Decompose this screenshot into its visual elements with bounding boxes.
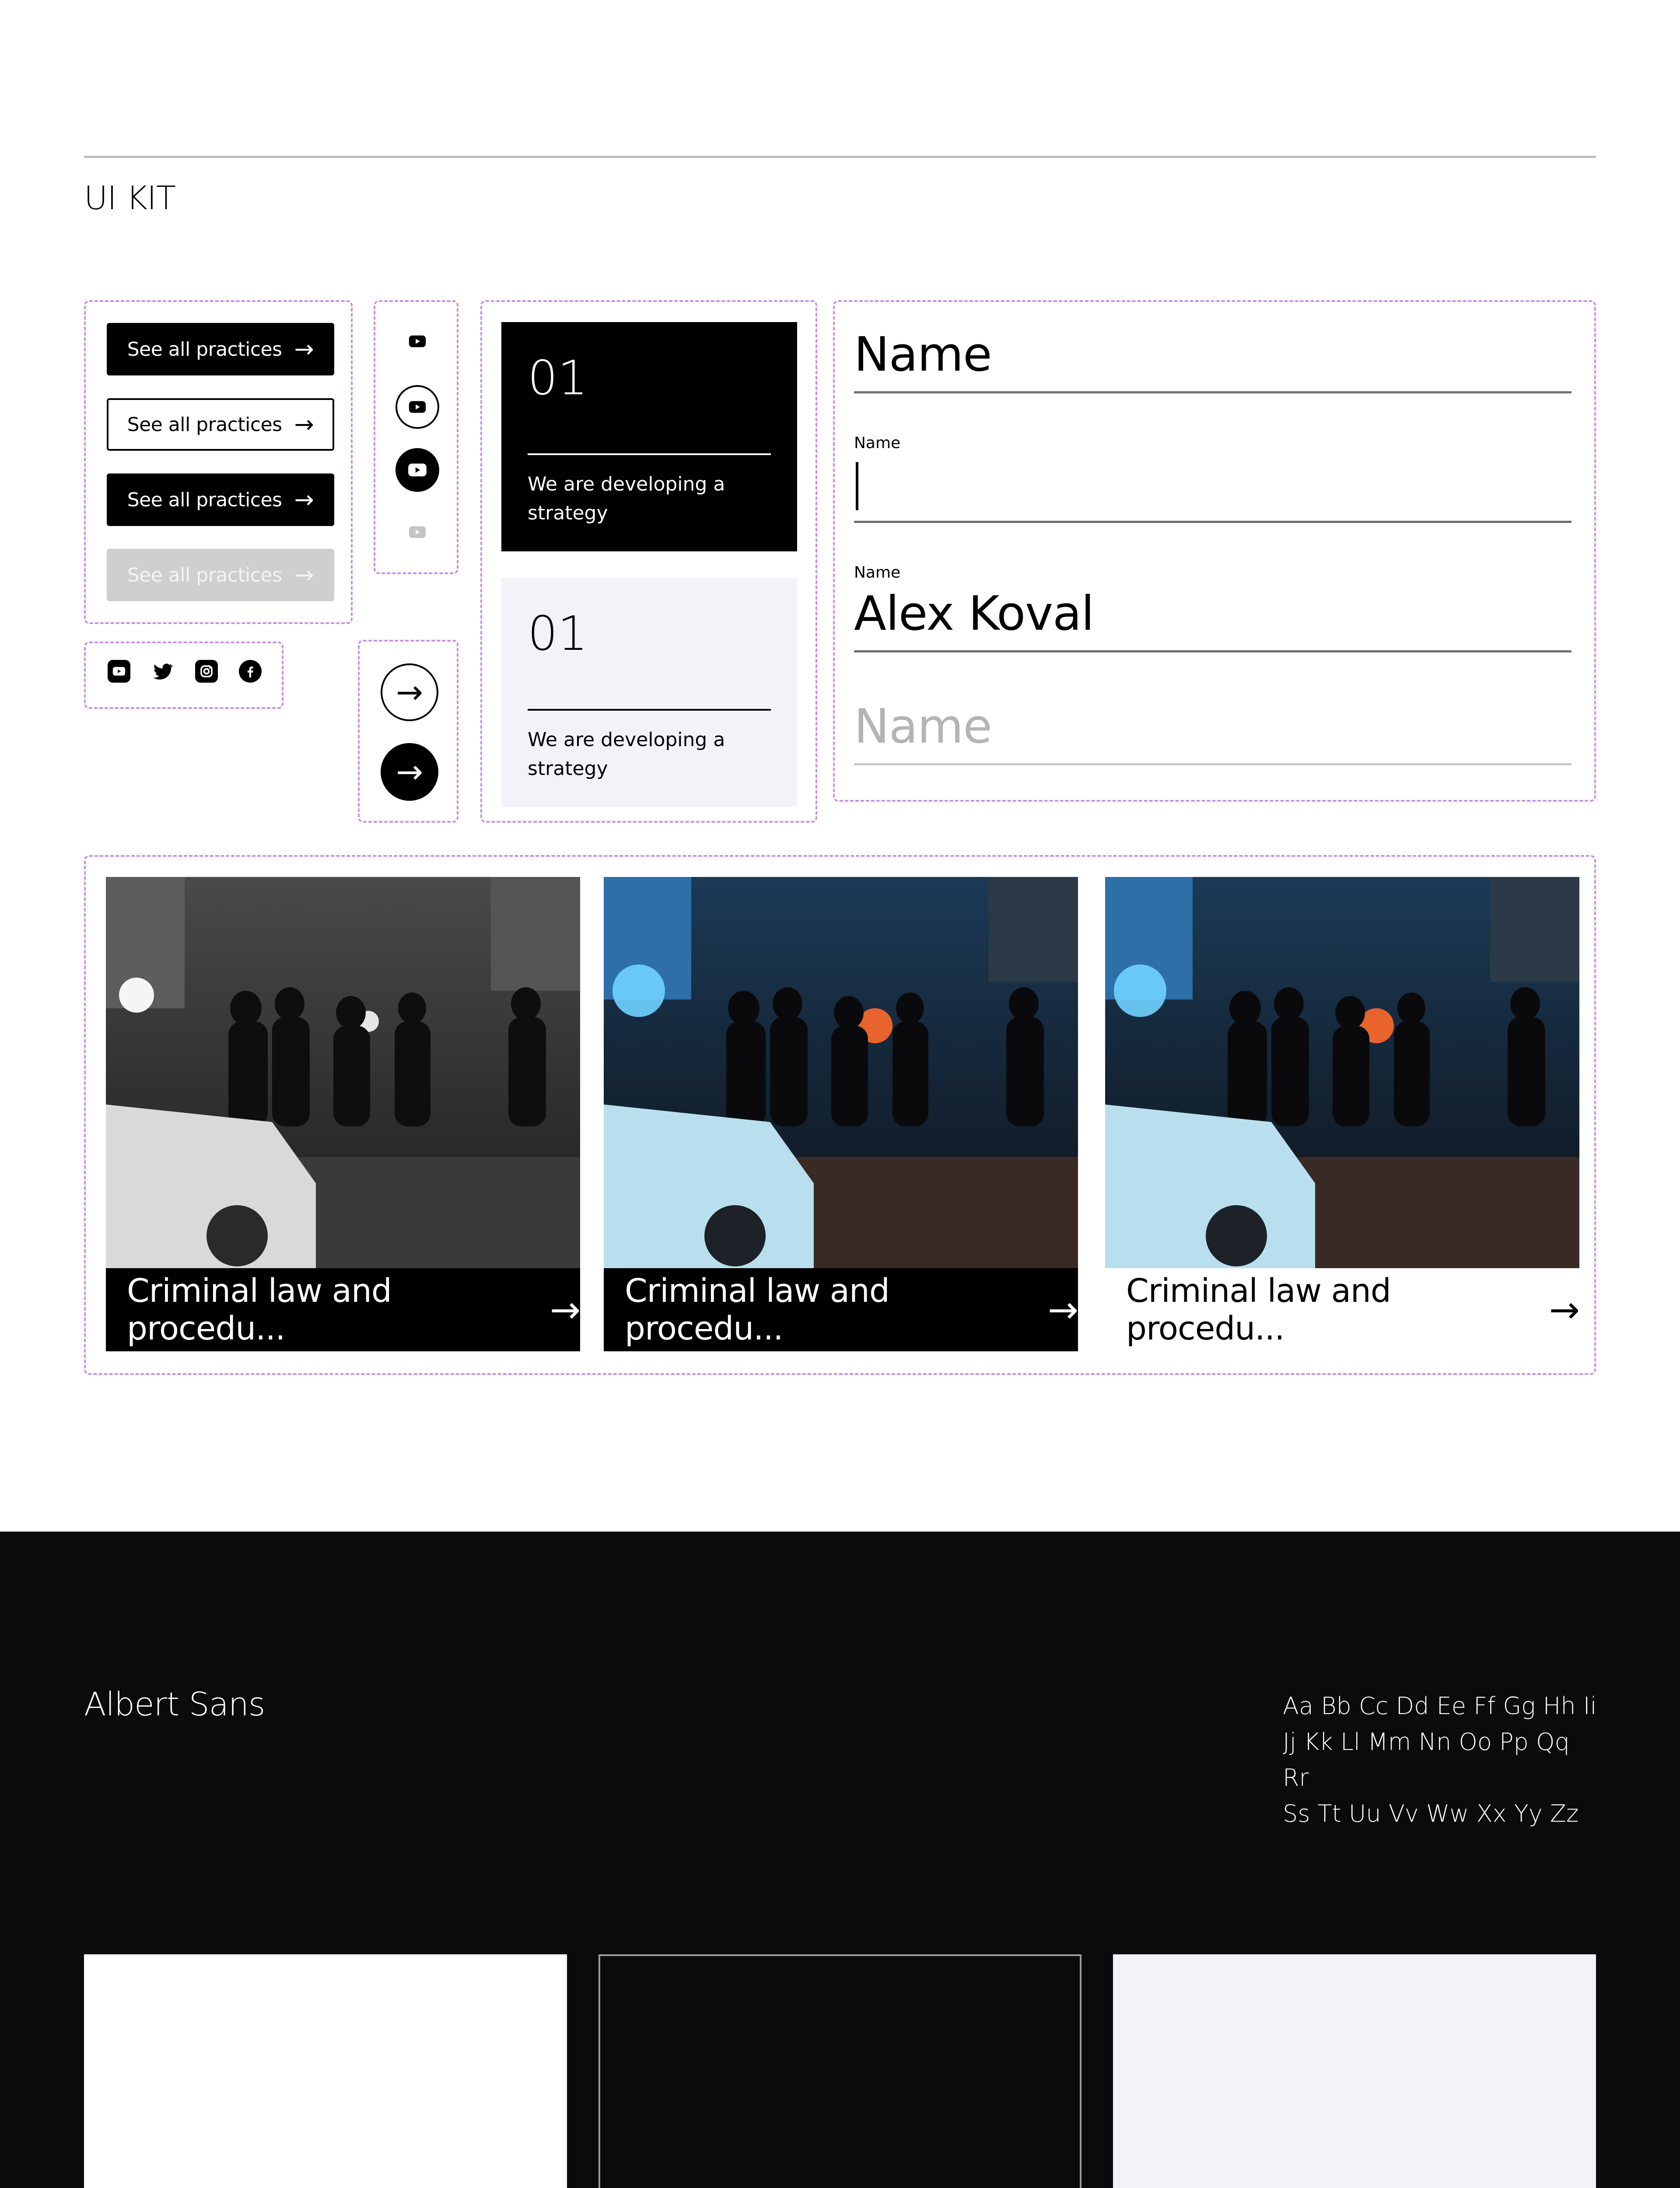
arrow-right-icon: → [294, 561, 314, 589]
page-title: UI KIT [84, 179, 176, 217]
see-all-practices-button[interactable] [107, 323, 334, 375]
instagram-icon[interactable] [195, 660, 218, 683]
practice-title: Criminal law and procedu... [625, 1272, 889, 1347]
field-underline [854, 763, 1572, 765]
form-fields-group [833, 300, 1596, 802]
icon-states-group [374, 300, 458, 574]
practice-photo-color [604, 877, 1078, 1268]
practice-card-color-dark[interactable] [604, 1268, 1078, 1351]
info-card-dark[interactable] [501, 322, 797, 551]
alphabet-line: Ss Tt Uu Vv Ww Xx Yy Zz [1283, 1800, 1579, 1827]
youtube-disabled-icon [406, 521, 429, 543]
arrow-right-icon: → [550, 1288, 580, 1331]
name-input-active[interactable] [854, 459, 1572, 516]
field-underline [854, 650, 1572, 652]
arrow-right-icon: → [294, 335, 314, 363]
arrow-right-icon: → [1047, 1288, 1078, 1331]
facebook-icon[interactable] [239, 660, 262, 683]
practice-title: Criminal law and procedu... [127, 1272, 392, 1347]
card-text: We are developing a strategy [528, 729, 725, 780]
color-swatch-light-gray [1113, 1954, 1596, 2188]
arrow-right-icon: → [396, 753, 423, 791]
font-family-name: Albert Sans [84, 1686, 265, 1723]
see-all-practices-hover-button[interactable] [107, 473, 334, 526]
see-all-practices-disabled-button [107, 549, 334, 601]
practice-photo-grayscale [106, 877, 580, 1268]
name-input-filled[interactable]: Alex Koval [854, 586, 1094, 641]
practice-photo-color [1105, 877, 1579, 1268]
youtube-filled-icon[interactable] [396, 448, 439, 492]
arrow-buttons-group [358, 640, 458, 823]
card-divider [528, 453, 771, 455]
practice-card-color-light[interactable] [1105, 1268, 1579, 1351]
card-divider [528, 709, 771, 711]
twitter-icon[interactable] [151, 660, 174, 683]
arrow-right-icon: → [396, 673, 423, 711]
arrow-right-outline-button[interactable] [381, 663, 438, 721]
card-number: 01 [528, 607, 588, 661]
card-number: 01 [528, 351, 588, 406]
color-swatch-white [84, 1954, 567, 2188]
arrow-right-icon: → [1549, 1288, 1579, 1331]
arrow-right-icon: → [294, 486, 314, 513]
cards-group [480, 300, 817, 823]
header-divider [84, 156, 1596, 158]
see-all-practices-outline-button[interactable] [107, 398, 334, 451]
button-label: See all practices [127, 338, 282, 361]
alphabet-line: Jj Kk Ll Mm Nn Oo Pp Qq Rr [1283, 1728, 1570, 1792]
name-field-placeholder[interactable]: Name [854, 327, 992, 382]
field-underline [854, 521, 1572, 523]
button-label: See all practices [127, 488, 282, 511]
alphabet-sample [1283, 1688, 1598, 1832]
youtube-outline-icon[interactable] [396, 385, 439, 429]
social-icons-group [84, 642, 284, 709]
alphabet-line: Aa Bb Cc Dd Ee Ff Gg Hh Ii [1283, 1692, 1597, 1720]
name-input-empty[interactable]: Name [854, 699, 992, 754]
color-swatch-black [598, 1954, 1082, 2188]
practice-card-grayscale[interactable] [106, 1268, 580, 1351]
name-field-label: Name [854, 434, 901, 452]
youtube-icon[interactable] [108, 660, 130, 683]
youtube-icon[interactable] [406, 330, 429, 353]
button-label: See all practices [127, 413, 282, 436]
arrow-right-icon: → [294, 410, 314, 438]
name-field-label: Name [854, 564, 901, 582]
info-card-light[interactable] [501, 578, 797, 807]
arrow-right-filled-button[interactable] [381, 743, 438, 801]
buttons-group [84, 300, 353, 624]
card-text: We are developing a strategy [528, 473, 725, 524]
practice-title: Criminal law and procedu... [1126, 1272, 1391, 1347]
button-label: See all practices [127, 564, 282, 586]
field-underline [854, 391, 1572, 393]
practice-cards-group [84, 855, 1596, 1375]
